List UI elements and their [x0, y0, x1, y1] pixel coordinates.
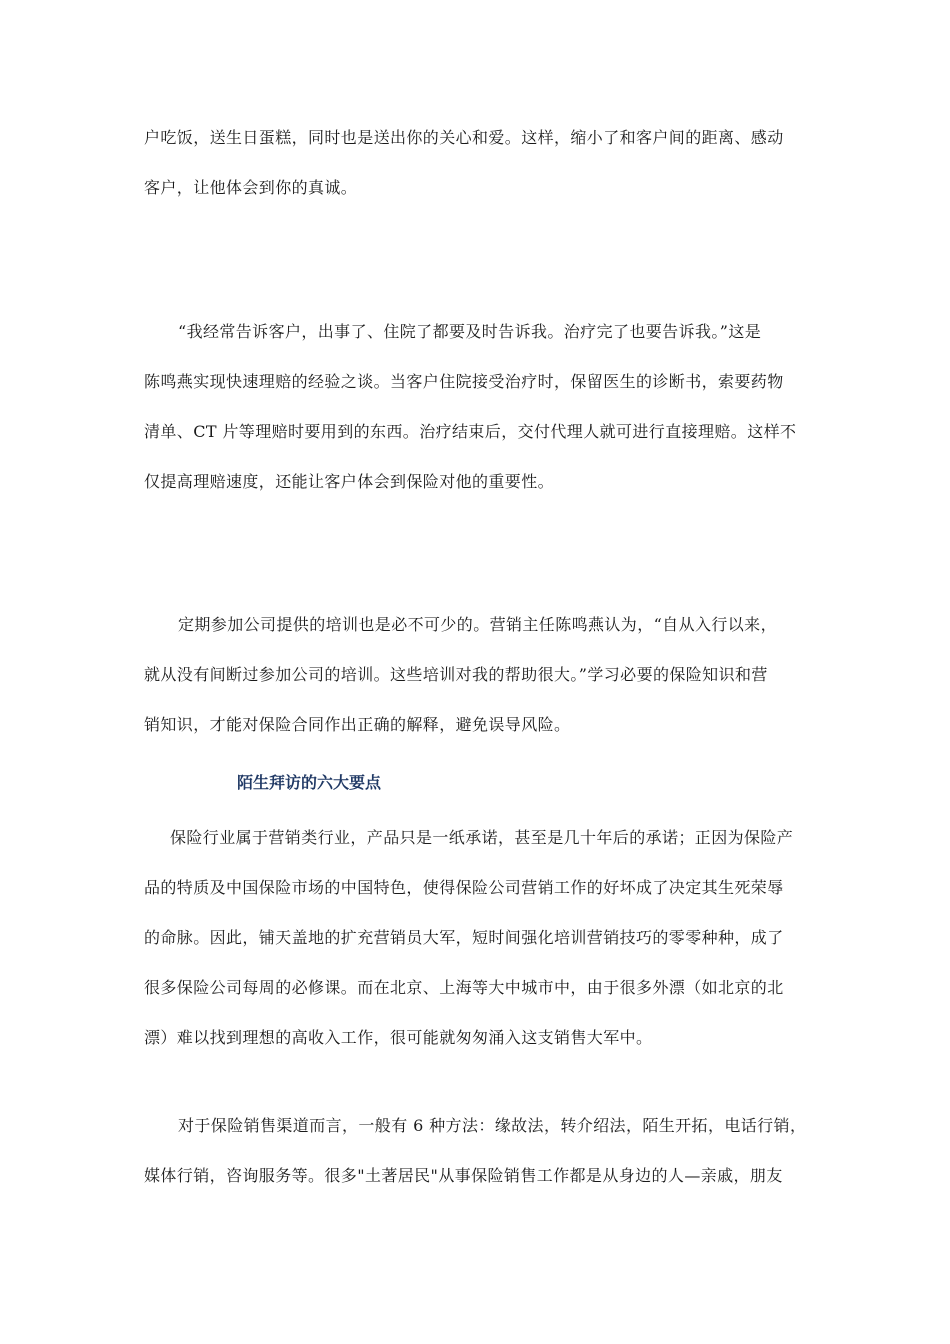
text-line: 对于保险销售渠道而言，一般有 6 种方法：缘故法，转介绍法，陌生开拓，电话行销，: [178, 1116, 807, 1135]
text-line: 品的特质及中国保险市场的中国特色，使得保险公司营销工作的好坏成了决定其生死荣辱: [144, 878, 784, 897]
section-heading: 陌生拜访的六大要点: [237, 773, 382, 792]
text-line: 保险行业属于营销类行业，产品只是一纸承诺，甚至是几十年后的承诺；正因为保险产: [170, 828, 794, 847]
text-line: 很多保险公司每周的必修课。而在北京、上海等大中城市中，由于很多外漂（如北京的北: [144, 978, 784, 997]
text-line: “我经常告诉客户，出事了、住院了都要及时告诉我。治疗完了也要告诉我。”这是: [178, 322, 762, 341]
text-line: 就从没有间断过参加公司的培训。这些培训对我的帮助很大。”学习必要的保险知识和营: [144, 665, 768, 684]
text-line: 销知识，才能对保险合同作出正确的解释，避免误导风险。: [144, 715, 571, 734]
text-line: 媒体行销，咨询服务等。很多"土著居民"从事保险销售工作都是从身边的人—亲戚，朋友: [144, 1166, 783, 1185]
text-line: 客户，让他体会到你的真诚。: [144, 178, 358, 197]
text-line: 的命脉。因此，铺天盖地的扩充营销员大军，短时间强化培训营销技巧的零零种种，成了: [144, 928, 784, 947]
text-line: 户吃饭，送生日蛋糕，同时也是送出你的关心和爱。这样，缩小了和客户间的距离、感动: [144, 128, 784, 147]
text-line: 陈鸣燕实现快速理赔的经验之谈。当客户住院接受治疗时，保留医生的诊断书，索要药物: [144, 372, 784, 391]
text-line: 仅提高理赔速度，还能让客户体会到保险对他的重要性。: [144, 472, 555, 491]
text-line: 清单、CT 片等理赔时要用到的东西。治疗结束后，交付代理人就可进行直接理赔。这样不: [144, 422, 797, 441]
text-line: 漂）难以找到理想的高收入工作，很可能就匆匆涌入这支销售大军中。: [144, 1028, 653, 1047]
text-line: 定期参加公司提供的培训也是必不可少的。营销主任陈鸣燕认为，“自从入行以来，: [178, 615, 777, 634]
